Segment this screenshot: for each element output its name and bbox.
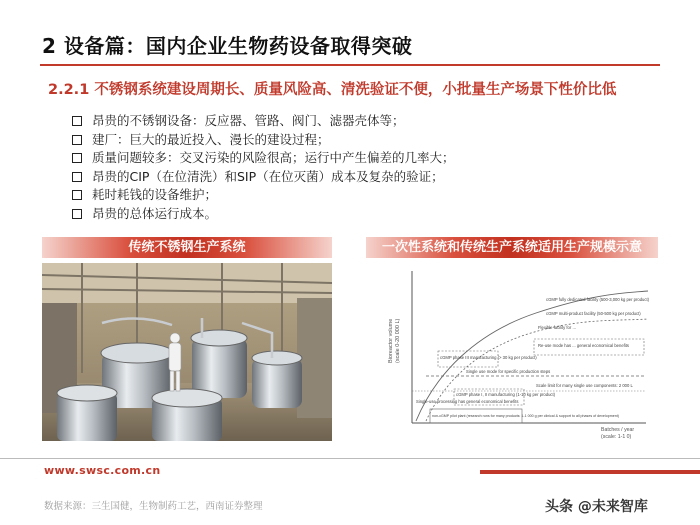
bullet-text: 建厂：巨大的最近投入、漫长的建设过程； [92, 131, 330, 147]
annotation-label: Single use mode for specific production steps [466, 369, 551, 374]
bullet-text: 昂贵的不锈钢设备：反应器、管路、阀门、滤器壳体等； [92, 113, 405, 128]
checkbox-bullet-icon [72, 172, 82, 182]
bullet-item [72, 131, 455, 150]
x-axis-label: Batches / year [601, 427, 635, 433]
bullet-text: 昂贵的CIP（在位清洗）和SIP（在位灭菌）成本及复杂的验证； [92, 168, 444, 184]
data-source-note: 数据来源：三生国健，生物制药工艺，西南证券整理 [44, 501, 263, 512]
checkbox-bullet-icon [72, 209, 82, 219]
watermark: 头条 @未来智库 [545, 499, 648, 515]
annotation-label: cGMP phase I, II manufacturing (1-10 kg per product) [456, 392, 556, 397]
left-panel-banner: 传统不锈钢生产系统 [42, 237, 332, 258]
annotation-label: cGMP phase III manufacturing (> 30 kg per product) [440, 355, 537, 360]
x-axis-label: (scale: 1-1 0) [601, 434, 632, 440]
checkbox-bullet-icon [72, 135, 82, 145]
annotation-label: Re-use mode has ... general economical benefits [538, 343, 630, 348]
section-subtitle: 2.2.1 不锈钢系统建设周期长、质量风险高、清洗验证不便，小批量生产场景下性价比低 [48, 82, 617, 98]
page-title: 2 设备篇：国内企业生物药设备取得突破 [42, 34, 413, 58]
annotation-label: non-cGMP pilot plant (research runs for many products: 1-1 000 g per clinical & support to all phases of development) [432, 414, 619, 418]
annotation-label: Flexible facility for ... [538, 325, 576, 330]
bullet-list [72, 112, 455, 223]
bullet-text: 昂贵的总体运行成本。 [92, 205, 218, 221]
y-axis-label: (scale 0-20 000 L) [395, 318, 401, 363]
y-axis-label: Bioreactor volume [388, 318, 394, 363]
bullet-item [72, 168, 455, 187]
production-scale-diagram [366, 263, 658, 441]
bullet-item [72, 149, 455, 168]
footer-url[interactable]: www.swsc.com.cn [44, 464, 161, 477]
footer-accent-bar [480, 470, 700, 474]
stainless-steel-facility-photo [42, 263, 332, 441]
checkbox-bullet-icon [72, 190, 82, 200]
right-panel-banner: 一次性系统和传统生产系统适用生产规模示意 [366, 237, 658, 258]
checkbox-bullet-icon [72, 153, 82, 163]
checkbox-bullet-icon [72, 116, 82, 126]
annotation-label: cGMP multi-product facility (50-500 kg per product) [546, 311, 641, 316]
bullet-item [72, 112, 455, 131]
footer-divider [0, 458, 700, 459]
title-divider [40, 64, 660, 66]
annotation-label: Single-use processing has general economical benefits [416, 399, 519, 404]
bullet-text: 耗时耗钱的设备维护； [92, 187, 218, 202]
bullet-text: 质量问题较多：交叉污染的风险很高；运行中产生偏差的几率大； [92, 150, 455, 165]
bullet-item [72, 186, 455, 205]
annotation-label: cGMP fully dedicated facility (500-3,000 kg per product) [546, 297, 650, 302]
bullet-item [72, 205, 455, 224]
annotation-label: Scale limit for many single use components: 2 000 L [536, 383, 633, 388]
